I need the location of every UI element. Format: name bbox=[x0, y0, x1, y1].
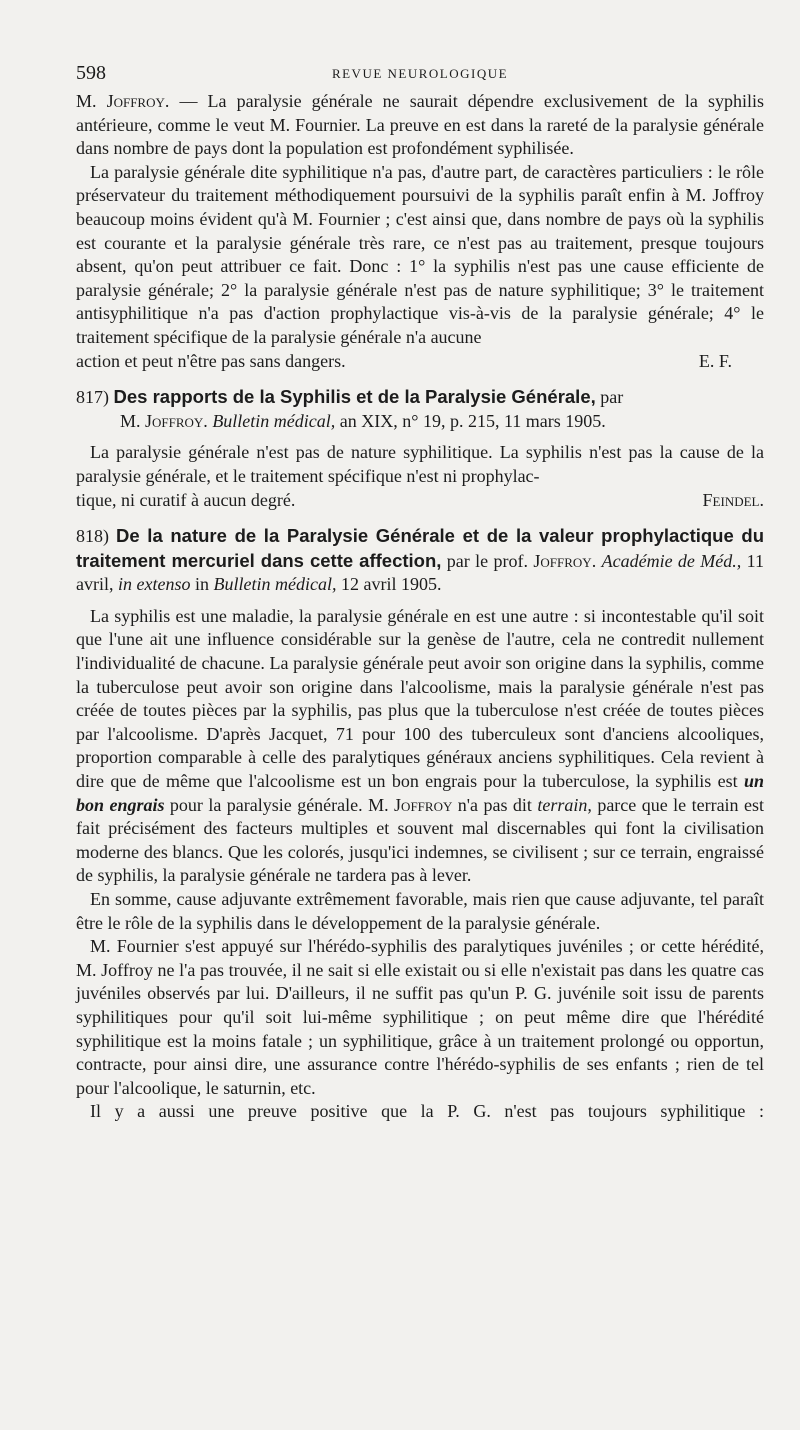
entry-817-heading bbox=[76, 385, 764, 433]
author-name: M. Joffroy. bbox=[76, 91, 170, 111]
citation-date: 12 avril 1905. bbox=[336, 574, 442, 595]
entry-number: 817) bbox=[76, 387, 109, 408]
reviewer-signature: Feindel. bbox=[702, 489, 764, 510]
source-journal: Bulletin médical, bbox=[212, 410, 336, 431]
entry-817 bbox=[76, 385, 764, 433]
signature-row bbox=[76, 489, 764, 513]
entry-title: De la nature de la Paralysie Générale et de la valeur prophylactique du traitement mercuriel dans cette affection, bbox=[76, 525, 765, 571]
page-number: 598 bbox=[76, 62, 106, 84]
paragraph-joffroy-intro bbox=[76, 90, 764, 161]
journal-page bbox=[76, 60, 764, 1124]
source-journal: Bulletin médical, bbox=[213, 574, 337, 595]
entry-by: par bbox=[595, 387, 624, 408]
entry-number: 818) bbox=[76, 526, 109, 547]
journal-title: REVUE NEUROLOGIQUE bbox=[331, 66, 509, 81]
paragraph-preuve bbox=[76, 1100, 764, 1124]
author-name: Joffroy bbox=[394, 794, 453, 815]
running-header bbox=[76, 60, 764, 90]
entry-818 bbox=[76, 524, 764, 597]
emphasis-text: terrain, bbox=[537, 794, 592, 815]
reviewer-signature: E. F. bbox=[698, 350, 732, 371]
paragraph-syphilis-maladie bbox=[76, 605, 764, 888]
emphasis-text: un bon engrais bbox=[76, 771, 764, 815]
paragraph-text: Il y a aussi une preuve positive que la P. G. n'est pas toujours syphilitique : bbox=[90, 1101, 764, 1122]
citation-ref: an XIX, n° 19, p. 215, 11 mars 1905. bbox=[335, 410, 606, 431]
paragraph-text: n'a pas dit bbox=[452, 794, 538, 815]
paragraph-last-line: action et peut n'être pas sans dangers. bbox=[76, 350, 346, 371]
paragraph-fournier bbox=[76, 935, 764, 1100]
paragraph-text: — La paralysie générale ne saurait dépendre exclusivement de la syphilis antérieure, comme le veut M. Fournier. La preuve en est dans la rareté de la paralysie générale dans nombre de pays dont la population est profondément syphilisée. bbox=[76, 91, 765, 159]
paragraph-text: M. Fournier s'est appuyé sur l'hérédo-syphilis des paralytiques juvéniles ; or cette hérédité, M. Joffroy ne l'a pas trouvée, il ne sait si elle existait ou si elle n'existait pas dans les quatre cas juvéniles observés par lui. D'ailleurs, il ne suffit pas qu'un P. G. juvénile soit issu de parents syphilitiques pour qu'il soit lui-même syphilitique ; on peut même dire que l'hérédité syphilitique est la moins fatale ; un syphilitique, grâce à un traitement prolongé ou opportun, contracte, pour ainsi dire, une assurance contre l'hérédo-syphilis de ses enfants ; rien de tel pour l'alcoolique, le saturnin, etc. bbox=[76, 936, 764, 1098]
citation-date: 11 avril, bbox=[76, 550, 765, 595]
paragraph-817-summary bbox=[76, 441, 764, 488]
paragraph-en-somme bbox=[76, 888, 764, 935]
paragraph-text: pour la paralysie générale. M. bbox=[164, 794, 395, 815]
entry-by: par le prof. bbox=[441, 550, 534, 571]
paragraph-text: La syphilis est une maladie, la paralysie générale en est une autre : si incontestable qu'il soit que l'une ait une influence considérable sur la genèse de l'autre, cela ne contredit nullement l'individualité de chacune. La paralysie générale peut avoir son origine dans la syphilis, comme la tuberculose peut avoir son origine dans l'alcoolisme, mais la paralysie générale n'est pas créée de toutes pièces par la syphilis, pas plus que la tuberculose n'est créée de toutes pièces par l'alcoolisme. D'après Jacquet, 71 pour 100 des tuberculeux sont d'anciens alcooliques, proportion comparable à celle des paralytiques généraux anciens syphilitiques. Cela revient à dire que de même que l'alcoolisme est un bon engrais pour la tuberculose, la syphilis est bbox=[76, 605, 764, 792]
entry-818-heading bbox=[76, 524, 764, 597]
paragraph-text: La paralysie générale dite syphilitique n'a pas, d'autre part, de caractères particuliers : le rôle préservateur du traitement méthodiquement poursuivi de la syphilis paraît enfin à M. Joffroy beaucoup moins évident qu'à M. Fournier ; c'est ainsi que, dans nombre de pays où la syphilis est courante et la paralysie générale très rare, ce n'est pas au traitement, presque toujours absent, qu'on peut attribuer ce fait. Donc : 1° la syphilis n'est pas une cause efficiente de paralysie générale; 2° la paralysie générale n'est pas de nature syphilitique; 3° le traitement antisyphilitique n'a pas d'action prophylactique vis-à-vis de la paralysie générale; 4° le traitement spécifique de la paralysie générale n'a aucune bbox=[76, 161, 764, 347]
citation-in: in bbox=[190, 574, 214, 595]
in-extenso: in extenso bbox=[118, 574, 191, 595]
source-academy: Académie de Méd., bbox=[601, 550, 742, 571]
entry-title: Des rapports de la Syphilis et de la Paralysie Générale, bbox=[113, 386, 596, 408]
author-name: Joffroy. bbox=[533, 550, 597, 571]
author-name: M. Joffroy. bbox=[120, 410, 208, 431]
paragraph-last-line: tique, ni curatif à aucun degré. bbox=[76, 489, 296, 510]
paragraph-text: En somme, cause adjuvante extrêmement favorable, mais rien que cause adjuvante, tel paraît être le rôle de la syphilis dans le développement de la paralysie générale. bbox=[76, 889, 764, 933]
paragraph-conclusions bbox=[76, 161, 764, 350]
paragraph-text: La paralysie générale n'est pas de nature syphilitique. La syphilis n'est pas la cause de la paralysie générale, et le traitement spécifique n'est ni prophylac- bbox=[76, 442, 764, 486]
paragraph-text: parce que le terrain est fait précisément des facteurs multiples et souvent mal discernables qui font la civilisation moderne des blancs. Que les colorés, jusqu'ici indemnes, se civilisent ; sur ce terrain, engraissé de syphilis, la paralysie générale ne tardera pas à lever. bbox=[76, 794, 764, 886]
signature-row bbox=[76, 350, 764, 374]
